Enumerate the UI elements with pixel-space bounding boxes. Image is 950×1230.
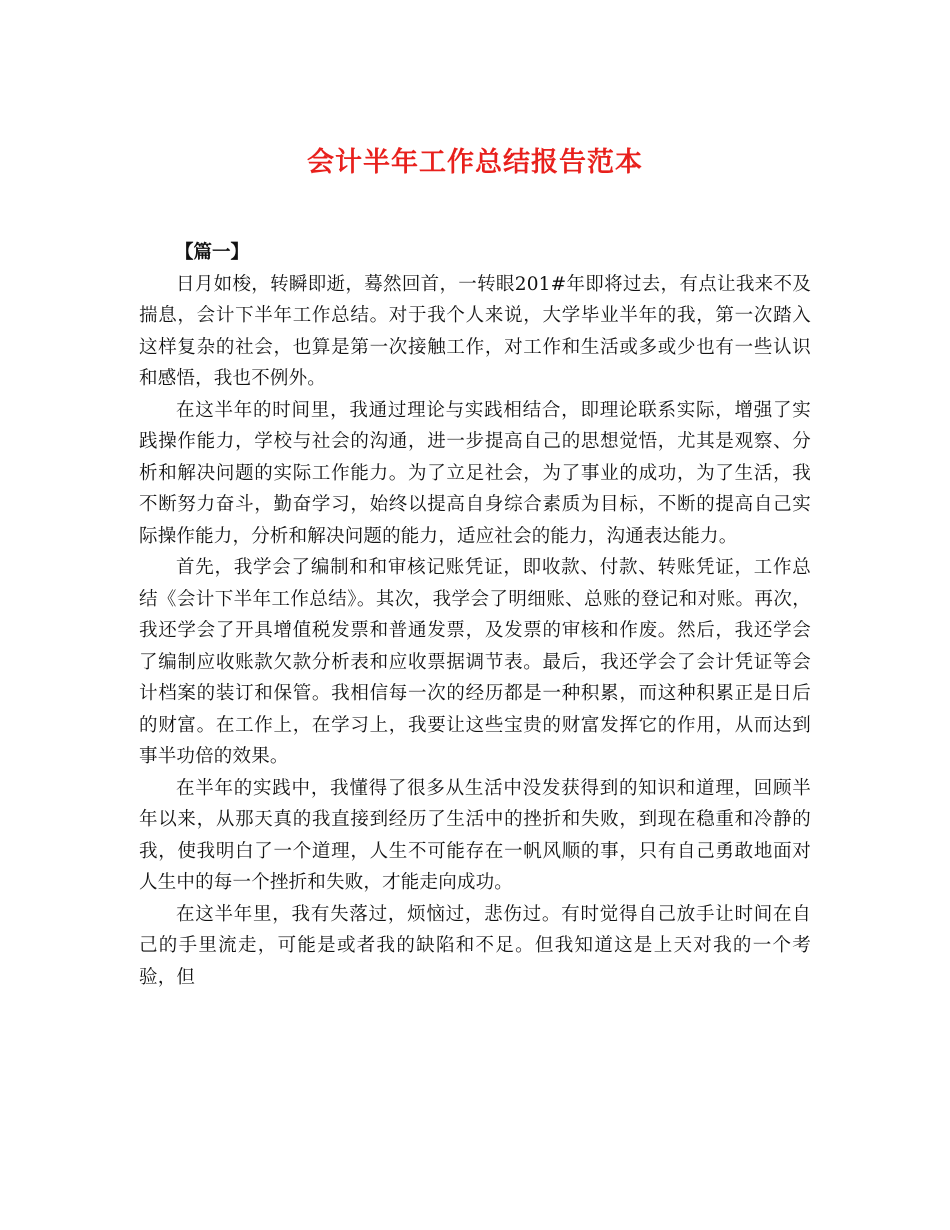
paragraph-5: 在这半年里，我有失落过，烦恼过，悲伤过。有时觉得自己放手让时间在自己的手里流走，可能是或者我的缺陷和不足。但我知道这是上天对我的一个考验，但 (139, 903, 811, 988)
section-label: 【篇一】 (175, 242, 250, 263)
paragraph-3: 首先，我学会了编制和和审核记账凭证，即收款、付款、转账凭证，工作总结《会计下半年工作总结》。其次，我学会了明细账、总账的登记和对账。再次，我还学会了开具增值税发票和普通发票，及发票的审核和作废。然后，我还学会了编制应收账款欠款分析表和应收票据调节表。最后，我还学会了会计凭证等会计档案的装订和保管。我相信每一次的经历都是一种积累，而这种积累正是日后的财富。在工作上，在学习上，我要让这些宝贵的财富发挥它的作用，从而达到事半功倍的效果。 (139, 557, 811, 767)
document-title: 会计半年工作总结报告范本 (307, 147, 643, 178)
paragraph-2: 在这半年的时间里，我通过理论与实践相结合，即理论联系实际，增强了实践操作能力，学校与社会的沟通，进一步提高自己的思想觉悟，尤其是观察、分析和解决问题的实际工作能力。为了立足社会，为了事业的成功，为了生活，我不断努力奋斗，勤奋学习，始终以提高自身综合素质为目标，不断的提高自己实际操作能力，分析和解决问题的能力，适应社会的能力，沟通表达能力。 (139, 399, 811, 547)
paragraph-4: 在半年的实践中，我懂得了很多从生活中没发获得到的知识和道理，回顾半年以来，从那天真的我直接到经历了生活中的挫折和失败，到现在稳重和冷静的我，使我明白了一个道理，人生不可能存在一帆风顺的事，只有自己勇敢地面对人生中的每一个挫折和失败，才能走向成功。 (139, 777, 811, 893)
paragraph-1: 日月如梭，转瞬即逝，蓦然回首，一转眼201#年即将过去，有点让我来不及揣息，会计下半年工作总结。对于我个人来说，大学毕业半年的我，第一次踏入这样复杂的社会，也算是第一次接触工作，对工作和生活或多或少也有一些认识和感悟，我也不例外。 (139, 273, 811, 389)
